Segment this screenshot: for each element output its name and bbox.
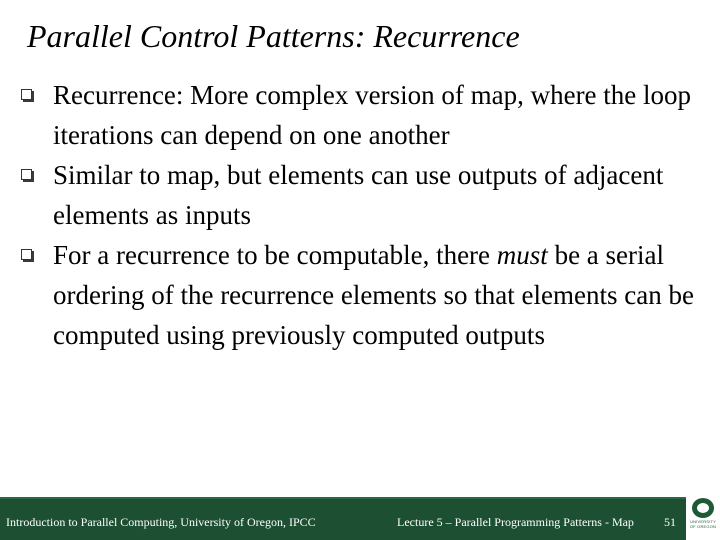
bullet-item [20, 75, 710, 155]
bullet-text-before: For a recurrence to be computable, there [53, 240, 497, 270]
bullet-list [20, 75, 710, 355]
checkbox-square-icon [21, 249, 32, 260]
bullet-lead-term: Recurrence [53, 80, 176, 110]
footer-lecture-title: Lecture 5 – Parallel Programming Patterns - Map [397, 515, 634, 529]
university-logo [686, 497, 720, 540]
checkbox-square-icon [21, 169, 32, 180]
bullet-text: : More complex version of map, where the loop iterations can depend on one another [53, 80, 692, 150]
bullet-text: Similar to map, but elements can use outputs of adjacent elements as inputs [53, 160, 664, 230]
footer-course-title: Introduction to Parallel Computing, University of Oregon, IPCC [6, 515, 316, 529]
oregon-o-icon [692, 498, 714, 518]
checkbox-square-icon [21, 89, 32, 100]
bullet-item [20, 155, 710, 235]
logo-wordmark: UNIVERSITY OF OREGON [689, 519, 717, 529]
slide-title: Parallel Control Patterns: Recurrence [27, 18, 520, 54]
bullet-emphasis: must [496, 240, 548, 270]
page-number: 51 [664, 515, 676, 529]
bullet-text-after: be a serial ordering of the recurrence elements so that elements can be computed using previously computed outputs [53, 240, 694, 350]
footer-bar [0, 497, 686, 540]
footer [0, 497, 720, 540]
bullet-item [20, 235, 710, 355]
